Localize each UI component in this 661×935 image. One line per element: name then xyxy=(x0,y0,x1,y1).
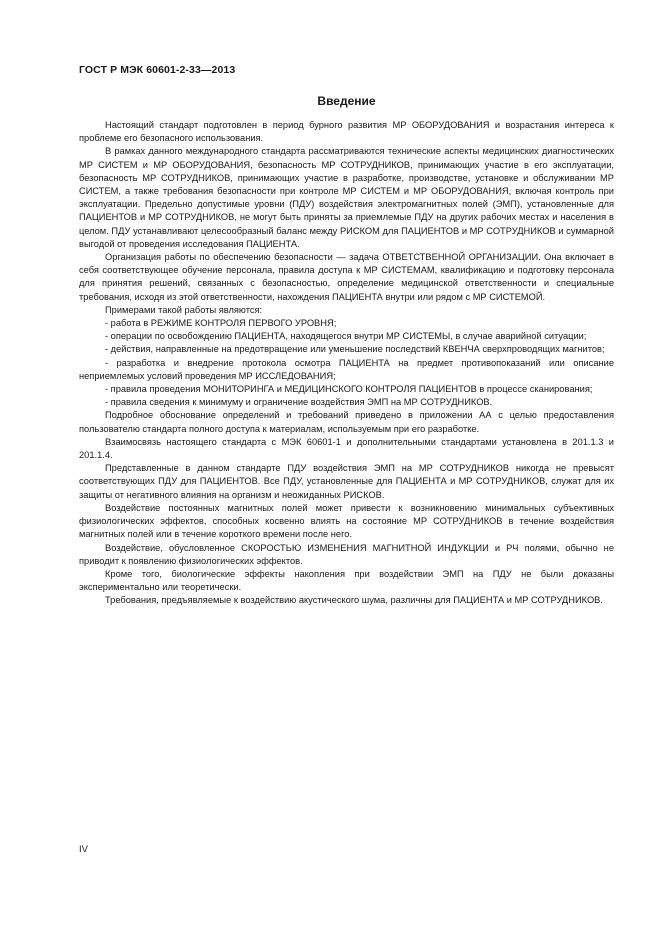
paragraph: Представленные в данном стандарте ПДУ воздействия ЭМП на МР СОТРУДНИКОВ никогда не превысят соответствующих ПДУ для ПАЦИЕНТОВ. Все ПДУ, установленные для ПАЦИЕНТА и МР СОТРУДНИКОВ, служат для их защиты от негативного влияния на организм и неожиданных РИСКОВ. xyxy=(79,463,614,500)
document-header: ГОСТ Р МЭК 60601-2-33—2013 xyxy=(79,64,236,76)
paragraph: Воздействие постоянных магнитных полей может привести к возникновению минимальных субъективных физиологических эффектов, способных косвенно влиять на состояние МР СОТРУДНИКОВ в течение воздействия магнитных полей или в течение короткого времени после него. xyxy=(79,502,614,540)
list-item: - операции по освобождению ПАЦИЕНТА, находящегося внутри МР СИСТЕМЫ, в случае аварийной ситуации; xyxy=(105,331,587,342)
paragraph: Воздействие, обусловленное СКОРОСТЬЮ ИЗМЕНЕНИЯ МАГНИТНОЙ ИНДУКЦИИ и РЧ полями, обычно не приводит к появлению физиологических эффектов. xyxy=(79,542,614,566)
section-title: Введение xyxy=(317,94,376,108)
page-number: IV xyxy=(79,844,88,855)
paragraph: Требования, предъявляемые к воздействию акустического шума, различны для ПАЦИЕНТА и МР СОТРУДНИКОВ. xyxy=(105,595,603,606)
list-item: - правила проведения МОНИТОРИНГА и МЕДИЦИНСКОГО КОНТРОЛЯ ПАЦИЕНТОВ в процессе сканирования; xyxy=(105,384,593,395)
list-item: - действия, направленные на предотвращение или уменьшение последствий КВЕНЧА сверхпроводящих магнитов; xyxy=(105,344,605,355)
list-item: - разработка и внедрение протокола осмотра ПАЦИЕНТА на предмет противопоказаний или описание неприемлемых условий проведения МР ИССЛЕДОВАНИЯ; xyxy=(79,357,614,381)
paragraph: Примерами такой работы являются: xyxy=(105,304,263,315)
paragraph: Взаимосвязь настоящего стандарта с МЭК 60601-1 и дополнительными стандартами установлена в 201.1.3 и 201.1.4. xyxy=(79,436,614,461)
paragraph: Настоящий стандарт подготовлен в период бурного развития МР ОБОРУДОВАНИЯ и возрастания интереса к проблеме его безопасного использования. xyxy=(79,120,614,144)
paragraph: Кроме того, биологические эффекты накопления при воздействии ЭМП на ПДУ не были доказаны экспериментально или теоретически. xyxy=(79,568,614,593)
paragraph: Подробное обоснование определений и требований приведено в приложении АА с целью предоставления пользователю стандарта полного доступа к материалам, используемым при его разработке. xyxy=(79,410,614,434)
paragraph: Организация работы по обеспечению безопасности — задача ОТВЕТСТВЕННОЙ ОРГАНИЗАЦИИ. Она включает в себя соответствующее обучение персонала, правила доступа к МР СИСТЕМАМ, квалификацию и подготовку персонала для принятия решений, связанных с безопасностью, определение медицинской ответственности и специальные требования, исходя из этой ответственности, нахождения ПАЦИЕНТА внутри или рядом с МР СИСТЕМОЙ. xyxy=(79,252,614,302)
paragraph: В рамках данного международного стандарта рассматриваются технические аспекты медицинских диагностических МР СИСТЕМ и МР ОБОРУДОВАНИЯ, безопасность МР СОТРУДНИКОВ, принимающих участие в его эксплуатации, безопасность МР СОТРУДНИКОВ, принимающих участие в разработке, производстве, установке и обслуживании МР СИСТЕМ, а также требования безопасности при контроле МР СИСТЕМ и МР ОБОРУДОВАНИЯ, включая контроль при эксплуатации. Предельно допустимые уровни (ПДУ) воздействия электромагнитных полей (ЭМП), установленные для ПАЦИЕНТОВ и МР СОТРУДНИКОВ, не могут быть приняты за приемлемые ПДУ на других рабочих местах и населения в целом. ПДУ устанавливают целесообразный баланс между РИСКОМ для ПАЦИЕНТОВ и МР СОТРУДНИКОВ и суммарной выгодой от проведения исследования ПАЦИЕНТА. xyxy=(79,146,614,249)
list-item: - правила сведения к минимуму и ограничение воздействия ЭМП на МР СОТРУДНИКОВ. xyxy=(105,397,493,408)
list-item: - работа в РЕЖИМЕ КОНТРОЛЯ ПЕРВОГО УРОВНЯ; xyxy=(105,318,337,329)
document-body xyxy=(79,119,614,608)
